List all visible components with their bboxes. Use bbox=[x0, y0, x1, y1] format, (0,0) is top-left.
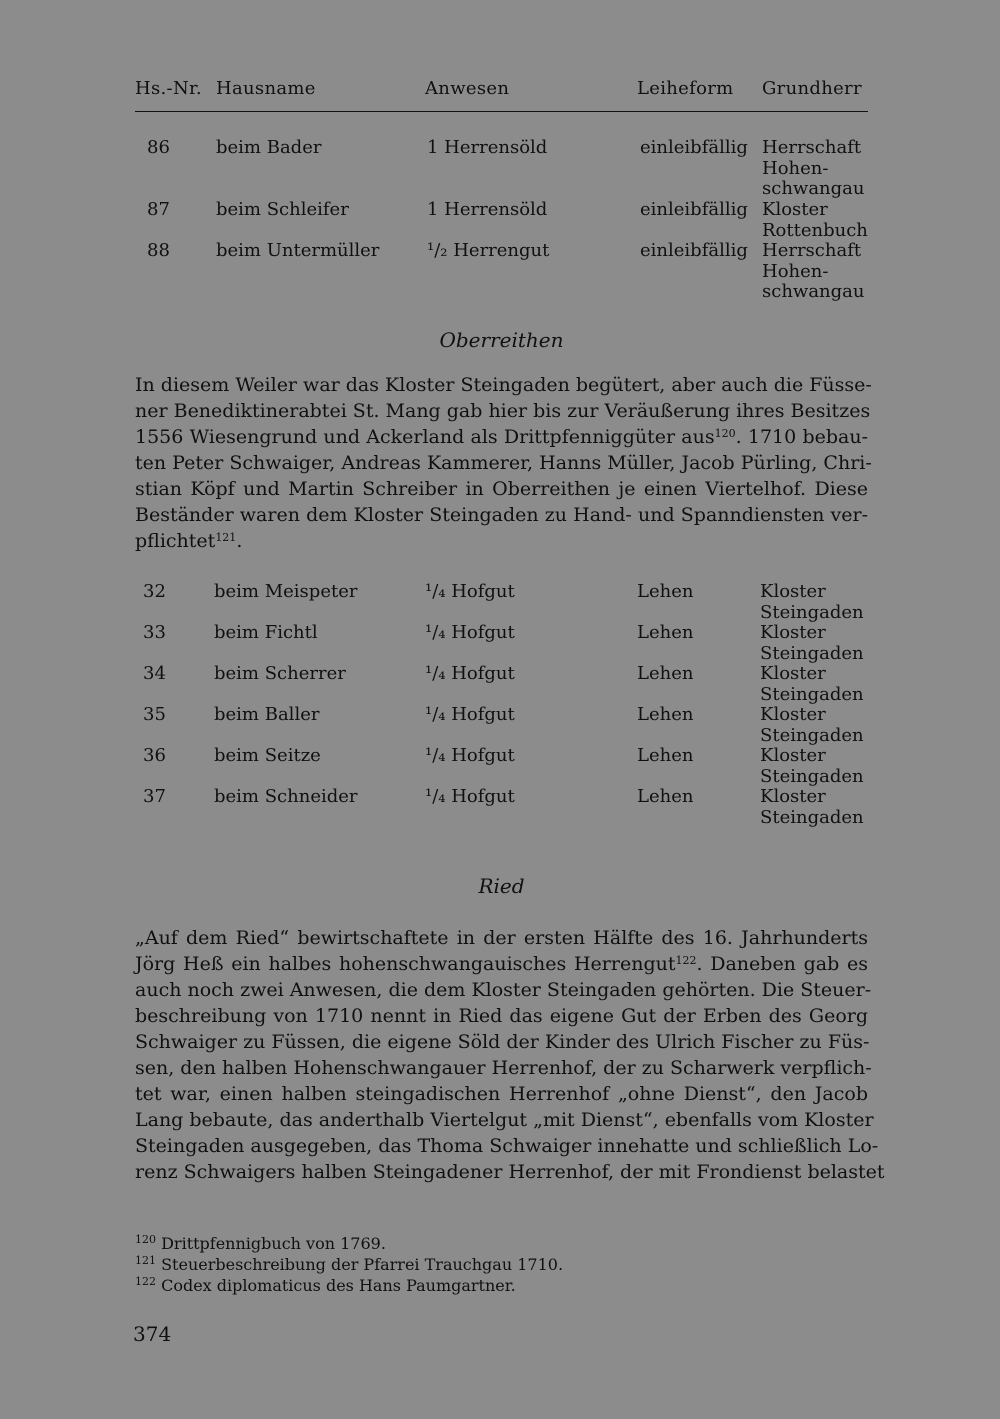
row-grundherr-line: Steingaden bbox=[760, 765, 864, 787]
paragraph-oberreithen bbox=[135, 372, 872, 554]
text-line: ten Peter Schwaiger, Andreas Kammerer, Hanns Müller, Jacob Pürling, Chri- bbox=[135, 452, 872, 474]
row-grundherr-line: Kloster bbox=[760, 704, 826, 725]
row-grundherr-line: Kloster bbox=[760, 663, 826, 684]
text-line: pflichtet$^{121}$. bbox=[135, 530, 243, 552]
text-line: Steingaden ausgegeben, das Thoma Schwaiger innehatte und schließlich Lo- bbox=[135, 1135, 879, 1157]
section-heading-ried: Ried bbox=[478, 874, 525, 898]
row-leiheform: einleibfällig bbox=[640, 137, 748, 158]
row-grundherr-line: Steingaden bbox=[760, 683, 864, 705]
paragraph-ried bbox=[135, 925, 885, 1185]
row-grundherr-line: Herrschaft bbox=[762, 137, 862, 158]
row-hausname: beim Fichtl bbox=[214, 622, 318, 643]
col-header-nr: Hs.-Nr. bbox=[135, 78, 202, 99]
text-line: renz Schwaigers halben Steingadener Herrenhof, der mit Frondienst belastet bbox=[135, 1161, 885, 1183]
row-hausname: beim Seitze bbox=[214, 745, 321, 766]
row-grundherr-line: Rottenbuch bbox=[762, 219, 868, 241]
row-nr: 86 bbox=[147, 137, 170, 158]
text-line: Jörg Heß ein halbes hohenschwangauisches Herrengut$^{122}$. Daneben gab es bbox=[135, 953, 868, 975]
row-nr: 33 bbox=[143, 622, 166, 643]
row-hausname: beim Schneider bbox=[214, 786, 358, 807]
row-grundherr-line: schwangau bbox=[762, 178, 865, 199]
footnote-120: $^{120}$ Drittpfennigbuch von 1769. bbox=[135, 1233, 386, 1253]
text-line: sen, den halben Hohenschwangauer Herrenhof, der zu Scharwerk verpflich- bbox=[135, 1057, 872, 1079]
text-line: beschreibung von 1710 nennt in Ried das eigene Gut der Erben des Georg bbox=[135, 1005, 868, 1027]
col-header-anwesen: Anwesen bbox=[425, 78, 510, 99]
header-rule bbox=[135, 111, 868, 112]
text-line: „Auf dem Ried“ bewirtschaftete in der ersten Hälfte des 16. Jahrhunderts bbox=[135, 927, 868, 949]
row-nr: 88 bbox=[147, 240, 170, 261]
row-anwesen: ¹/₄ Hofgut bbox=[425, 786, 515, 807]
row-hausname: beim Untermüller bbox=[216, 240, 380, 261]
footnote-ref: 121 bbox=[215, 531, 237, 544]
text-line: 1556 Wiesengrund und Ackerland als Drittpfenniggüter aus$^{120}$. 1710 bebau- bbox=[135, 426, 868, 448]
row-grundherr-line: Kloster bbox=[760, 622, 826, 643]
row-anwesen: ¹/₄ Hofgut bbox=[425, 663, 515, 684]
row-grundherr-line: schwangau bbox=[762, 281, 865, 302]
row-hausname: beim Scherrer bbox=[214, 663, 346, 684]
row-grundherr-line: Hohen- bbox=[762, 260, 829, 282]
row-grundherr-line: Steingaden bbox=[760, 601, 864, 623]
row-grundherr-line: Herrschaft bbox=[762, 240, 862, 261]
row-grundherr-line: Kloster bbox=[760, 745, 826, 766]
row-leiheform: einleibfällig bbox=[640, 199, 748, 220]
row-leiheform: Lehen bbox=[637, 581, 694, 602]
row-leiheform: Lehen bbox=[637, 622, 694, 643]
row-grundherr-line: Hohen- bbox=[762, 157, 829, 179]
page-number: 374 bbox=[133, 1322, 172, 1346]
row-anwesen: 1 Herrensöld bbox=[427, 199, 548, 220]
row-hausname: beim Schleifer bbox=[216, 199, 349, 220]
text-line: Lang bebaute, das anderthalb Viertelgut „mit Dienst“, ebenfalls vom Kloster bbox=[135, 1109, 874, 1131]
section-heading-oberreithen: Oberreithen bbox=[439, 328, 564, 352]
row-grundherr-line: Kloster bbox=[762, 199, 828, 220]
text-line: tet war, einen halben steingadischen Herrenhof „ohne Dienst“, den Jacob bbox=[135, 1083, 868, 1105]
text-line: ner Benediktinerabtei St. Mang gab hier bis zur Veräußerung ihres Besitzes bbox=[135, 400, 871, 422]
row-grundherr-line: Kloster bbox=[760, 581, 826, 602]
row-anwesen: ¹/₄ Hofgut bbox=[425, 622, 515, 643]
row-leiheform: Lehen bbox=[637, 663, 694, 684]
row-nr: 34 bbox=[143, 663, 166, 684]
footnote-ref: 120 bbox=[714, 427, 736, 440]
footnote-ref: 122 bbox=[675, 954, 697, 967]
row-grundherr-line: Steingaden bbox=[760, 724, 864, 746]
text-line: Schwaiger zu Füssen, die eigene Söld der Kinder des Ulrich Fischer zu Füs- bbox=[135, 1031, 870, 1053]
row-anwesen: ¹/₄ Hofgut bbox=[425, 745, 515, 766]
row-hausname: beim Meispeter bbox=[214, 581, 358, 602]
row-nr: 87 bbox=[147, 199, 170, 220]
row-anwesen: ¹/₂ Herrengut bbox=[427, 240, 550, 261]
row-nr: 37 bbox=[143, 786, 166, 807]
row-grundherr-line: Kloster bbox=[760, 786, 826, 807]
row-leiheform: Lehen bbox=[637, 704, 694, 725]
footnote-122: $^{122}$ Codex diplomaticus des Hans Paumgartner. bbox=[135, 1275, 516, 1295]
row-hausname: beim Baller bbox=[214, 704, 320, 725]
row-anwesen: 1 Herrensöld bbox=[427, 137, 548, 158]
row-nr: 36 bbox=[143, 745, 166, 766]
text-line: In diesem Weiler war das Kloster Steingaden begütert, aber auch die Füsse- bbox=[135, 374, 872, 396]
row-anwesen: ¹/₄ Hofgut bbox=[425, 704, 515, 725]
row-grundherr-line: Steingaden bbox=[760, 806, 864, 828]
col-header-grundherr: Grundherr bbox=[762, 78, 862, 99]
col-header-hausname: Hausname bbox=[216, 78, 316, 99]
row-nr: 35 bbox=[143, 704, 166, 725]
row-leiheform: Lehen bbox=[637, 786, 694, 807]
footnote-121: $^{121}$ Steuerbeschreibung der Pfarrei Trauchgau 1710. bbox=[135, 1254, 564, 1274]
row-anwesen: ¹/₄ Hofgut bbox=[425, 581, 515, 602]
text-line: auch noch zwei Anwesen, die dem Kloster Steingaden gehörten. Die Steuer- bbox=[135, 979, 872, 1001]
text-line: stian Köpf und Martin Schreiber in Oberreithen je einen Viertelhof. Diese bbox=[135, 478, 868, 500]
row-leiheform: Lehen bbox=[637, 745, 694, 766]
col-header-leiheform: Leiheform bbox=[637, 78, 734, 99]
row-nr: 32 bbox=[143, 581, 166, 602]
row-hausname: beim Bader bbox=[216, 137, 322, 158]
text-line: Beständer waren dem Kloster Steingaden zu Hand- und Spanndiensten ver- bbox=[135, 504, 868, 526]
row-grundherr-line: Steingaden bbox=[760, 642, 864, 664]
row-leiheform: einleibfällig bbox=[640, 240, 748, 261]
